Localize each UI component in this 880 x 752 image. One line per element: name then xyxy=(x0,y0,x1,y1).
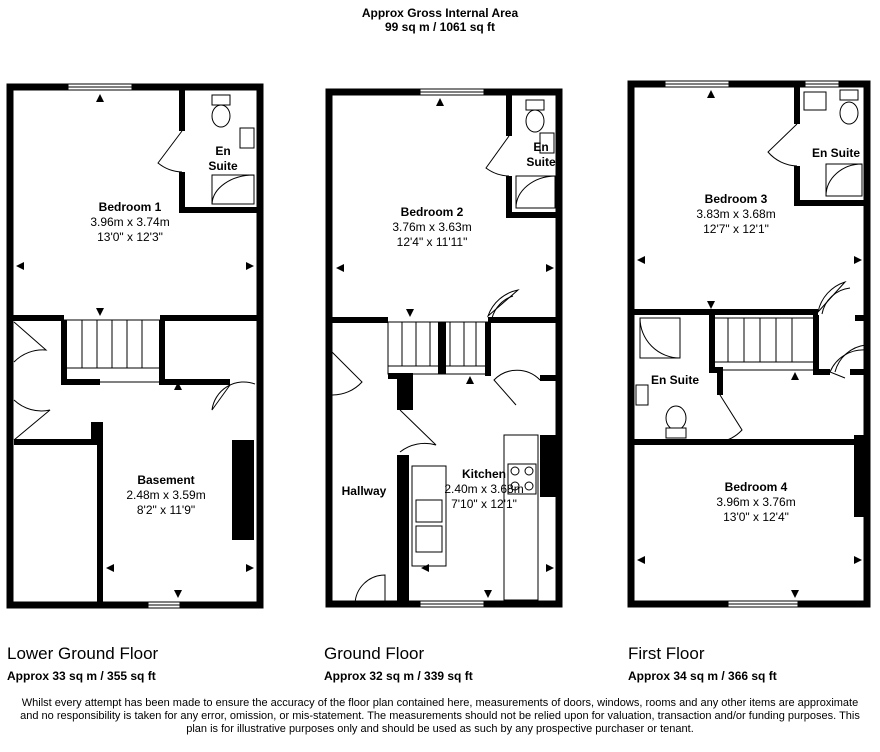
hallway-name: Hallway xyxy=(341,484,387,498)
area-header-total: 99 sq m / 1061 sq ft xyxy=(384,20,496,34)
ground-floor-plan xyxy=(329,89,559,607)
bedroom-1-metric: 3.96m x 3.74m xyxy=(90,215,170,229)
bedroom-2-name: Bedroom 2 xyxy=(400,205,464,219)
bedroom-4-metric: 3.96m x 3.76m xyxy=(716,495,796,509)
basement-metric: 2.48m x 3.59m xyxy=(126,488,206,502)
area-header-title: Approx Gross Internal Area xyxy=(361,6,519,20)
gf-ensuite-name2: Suite xyxy=(526,155,556,169)
lgf-ensuite-name: En xyxy=(215,144,231,158)
bedroom-4-name: Bedroom 4 xyxy=(724,480,788,494)
basement-imperial: 8'2" x 11'9" xyxy=(136,503,196,517)
bedroom-4-imperial: 13'0" x 12'4" xyxy=(723,510,789,524)
bedroom-3-metric: 3.83m x 3.68m xyxy=(696,207,776,221)
lgf-ensuite-name2: Suite xyxy=(208,159,238,173)
bedroom-2-metric: 3.76m x 3.63m xyxy=(392,220,472,234)
disclaimer-text: Whilst every attempt has been made to ensure the accuracy of the floor plan contained here, measurements of doors, windows, rooms and any other items are approximate and no responsibility is taken for any error, omission, or mis-statement. The measurements should not be relied upon for valuation, transaction and/or funding purposes. This plan is for illustrative purposes only and should be used as such by any prospective purchaser or tenant. xyxy=(20,697,860,735)
bedroom-1-name: Bedroom 1 xyxy=(98,200,162,214)
gf-ensuite-name: En xyxy=(533,140,549,154)
lower-ground-floor-plan xyxy=(10,84,260,608)
ground-floor-title: Ground Floor xyxy=(324,644,425,663)
first-floor-area: Approx 34 sq m / 366 sq ft xyxy=(628,669,777,683)
lower-ground-floor-title: Lower Ground Floor xyxy=(7,644,159,663)
kitchen-name: Kitchen xyxy=(461,467,507,481)
kitchen-imperial: 7'10" x 12'1" xyxy=(451,497,517,511)
lower-ground-floor-area: Approx 33 sq m / 355 sq ft xyxy=(7,669,156,683)
ff-ensuite-lower-name: En Suite xyxy=(650,373,700,387)
basement-name: Basement xyxy=(137,473,195,487)
bedroom-1-imperial: 13'0" x 12'3" xyxy=(97,230,163,244)
kitchen-metric: 2.40m x 3.68m xyxy=(444,482,524,496)
bedroom-3-name: Bedroom 3 xyxy=(704,192,768,206)
ground-floor-area: Approx 32 sq m / 339 sq ft xyxy=(324,669,473,683)
bedroom-2-imperial: 12'4" x 11'11" xyxy=(396,235,468,249)
first-floor-plan xyxy=(631,81,867,607)
first-floor-title: First Floor xyxy=(628,644,705,663)
bedroom-3-imperial: 12'7" x 12'1" xyxy=(703,222,769,236)
ff-ensuite-top-name: En Suite xyxy=(811,146,861,160)
